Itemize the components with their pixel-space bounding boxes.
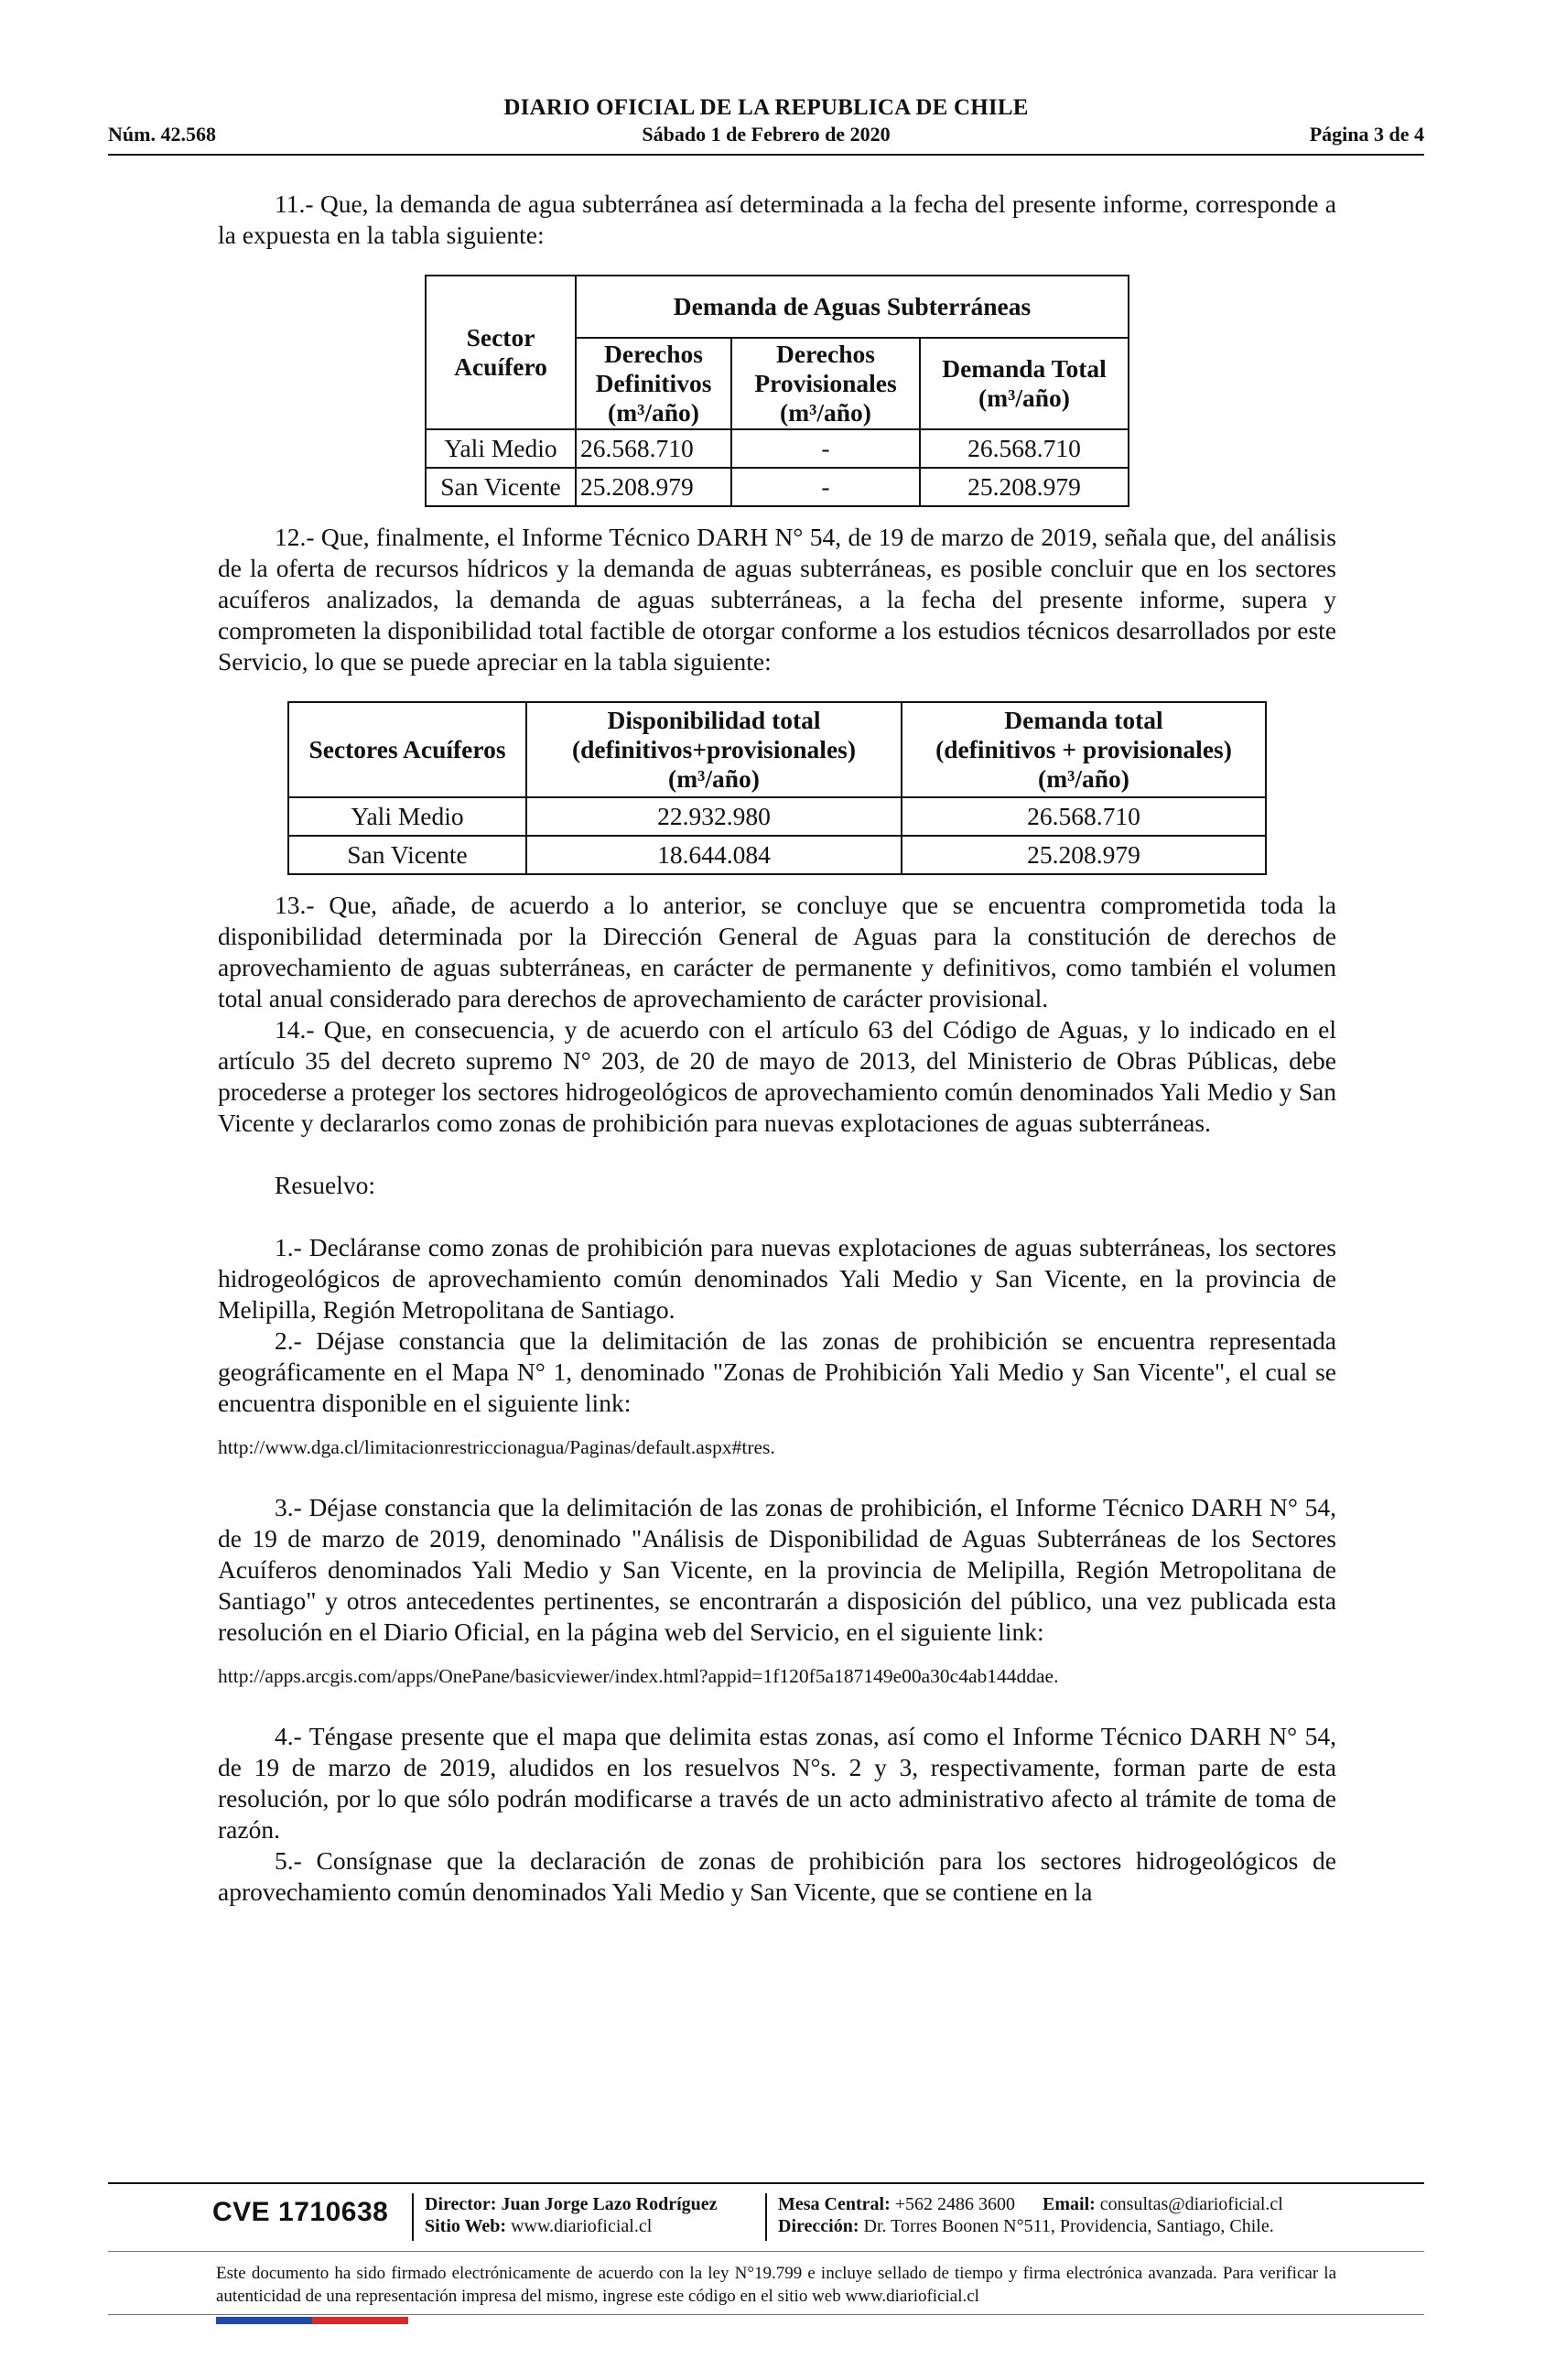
footer-separator <box>765 2193 767 2241</box>
flag-red <box>312 2317 408 2324</box>
sector-header: Sector Acuífero <box>426 276 576 429</box>
resolution-item-3: 3.- Déjase constancia que la delimitación de las zonas de prohibición, el Informe Técnico DARH N° 54, de 19 de marzo de 2019, denominado "Análisis de Disponibilidad de Aguas Subterráneas de los Sectores Acuíferos denominados Yali Medio y San Vicente, en la provincia de Melipilla, Región Metropolitana de Santiago" y otros antecedentes pertinentes, se encontrarán a disposición del público, una vez publicada esta resolución en el Diario Oficial, en la página web del Servicio, en el siguiente link: <box>218 1493 1336 1646</box>
paragraph-14: 14.- Que, en consecuencia, y de acuerdo con el artículo 63 del Código de Aguas, y lo indicado en el artículo 35 del decreto supremo N° 203, de 20 de mayo de 2013, del Ministerio de Obras Públicas, debe procederse a proteger los sectores hidrogeológicos de aprovechamiento común denominados Yali Medio y San Vicente y declararlos como zonas de prohibición para nuevas explotaciones de aguas subterráneas. <box>218 1015 1336 1137</box>
sectors-header: Sectores Acuíferos <box>288 702 526 797</box>
paragraph-11: 11.- Que, la demanda de agua subterránea así determinada a la fecha del presente informe, corresponde a la expuesta en la tabla siguiente: <box>218 189 1336 249</box>
central-phone: +562 2486 3600 <box>894 2194 1016 2214</box>
document-body <box>218 189 1336 1908</box>
resolution-item-4: 4.- Téngase presente que el mapa que delimita estas zonas, así como el Informe Técnico DARH N° 54, de 19 de marzo de 2019, aludidos en los resuelvos N°s. 2 y 3, respectivamente, forman parte de esta resolución, por lo que sólo podrán modificarse a través de un acto administrativo afecto al trámite de toma de razón. <box>218 1722 1336 1844</box>
dga-link[interactable]: http://www.dga.cl/limitacionrestriccionagua/Paginas/default.aspx#tres. <box>218 1436 775 1458</box>
table-row: Yali Medio 26.568.710 - 26.568.710 <box>426 429 1129 468</box>
availability-header: Disponibilidad total (definitivos+provisionales) (m³/año) <box>526 702 902 797</box>
flag-blue <box>216 2317 312 2324</box>
page-header <box>108 92 1424 156</box>
header-divider <box>108 154 1424 156</box>
footer-separator <box>412 2193 414 2241</box>
publication-title: DIARIO OFICIAL DE LA REPUBLICA DE CHILE <box>503 95 1029 120</box>
table-row: San Vicente 18.644.084 25.208.979 <box>288 836 1266 874</box>
resolution-item-1: 1.- Decláranse como zonas de prohibición para nuevas explotaciones de aguas subterráneas, los sectores hidrogeológicos de aprovechamiento común denominados Yali Medio y San Vicente, en la provincia de Melipilla, Región Metropolitana de Santiago. <box>218 1233 1336 1324</box>
issue-number: Núm. 42.568 <box>108 123 216 146</box>
email-link[interactable]: consultas@diarioficial.cl <box>1099 2194 1283 2214</box>
cve-code: CVE 1710638 <box>212 2197 389 2227</box>
table-row: San Vicente 25.208.979 - 25.208.979 <box>426 468 1129 506</box>
definitive-rights-header: Derechos Definitivos (m³/año) <box>576 338 731 429</box>
footer-divider <box>108 2251 1424 2252</box>
page-number: Página 3 de 4 <box>1309 123 1424 146</box>
signature-note: Este documento ha sido firmado electrónicamente de acuerdo con la ley N°19.799 e incluye sellado de tiempo y firma electrónica avanzada. Para verificar la autenticidad de una representación impresa del mismo, ingrese este código en el sitio web www.diarioficial.cl <box>216 2264 1336 2306</box>
site-link[interactable]: www.diarioficial.cl <box>511 2216 653 2236</box>
resolution-item-5: 5.- Consígnase que la declaración de zonas de prohibición para los sectores hidrogeológicos de aprovechamiento común denominados Yali Medio y San Vicente, que se contiene en la <box>218 1846 1336 1906</box>
footer-divider <box>108 2182 1424 2184</box>
provisional-rights-header: Derechos Provisionales (m³/año) <box>731 338 920 429</box>
demand-table <box>425 275 1129 507</box>
footer-contact-block: Mesa Central: +562 2486 3600 Email: consultas@diarioficial.cl Dirección: Dr. Torres Boonen N°511, Providencia, Santiago, Chile. <box>778 2194 1283 2236</box>
table-row: Yali Medio 22.932.980 26.568.710 <box>288 797 1266 836</box>
paragraph-13: 13.- Que, añade, de acuerdo a lo anterior, se concluye que se encuentra comprometida toda la disponibilidad determinada por la Dirección General de Aguas para la constitución de derechos de aprovechamiento de aguas subterráneas, en carácter de permanente y definitivos, como también el volumen total anual considerado para derechos de aprovechamiento de carácter provisional. <box>218 891 1336 1012</box>
resolution-heading: Resuelvo: <box>275 1171 375 1199</box>
demand-header: Demanda total (definitivos + provisionales) (m³/año) <box>902 702 1266 797</box>
issue-date: Sábado 1 de Febrero de 2020 <box>642 123 891 146</box>
director-name: Juan Jorge Lazo Rodríguez <box>501 2194 718 2214</box>
footer-divider <box>108 2314 1424 2315</box>
paragraph-12: 12.- Que, finalmente, el Informe Técnico DARH N° 54, de 19 de marzo de 2019, señala que, del análisis de la oferta de recursos hídricos y la demanda de aguas subterráneas, es posible concluir que en los sectores acuíferos analizados, la demanda de aguas subterráneas, a la fecha del presente informe, supera y comprometen la disponibilidad total factible de otorgar conforme a los estudios técnicos desarrollados por este Servicio, lo que se puede apreciar en la tabla siguiente: <box>218 523 1336 676</box>
resolution-item-2: 2.- Déjase constancia que la delimitación de las zonas de prohibición se encuentra representada geográficamente en el Mapa N° 1, denominado "Zonas de Prohibición Yali Medio y San Vicente", el cual se encuentra disponible en el siguiente link: <box>218 1326 1336 1417</box>
address: Dr. Torres Boonen N°511, Providencia, Santiago, Chile. <box>863 2216 1274 2236</box>
arcgis-link[interactable]: http://apps.arcgis.com/apps/OnePane/basicviewer/index.html?appid=1f120f5a187149e00a30c4ab144ddae. <box>218 1665 1059 1687</box>
footer-director-block: Director: Juan Jorge Lazo Rodríguez Sitio Web: www.diarioficial.cl <box>425 2194 718 2236</box>
demand-group-header: Demanda de Aguas Subterráneas <box>576 276 1129 338</box>
total-demand-header: Demanda Total (m³/año) <box>920 338 1129 429</box>
availability-table <box>287 701 1267 875</box>
flag-stripe <box>216 2317 408 2324</box>
